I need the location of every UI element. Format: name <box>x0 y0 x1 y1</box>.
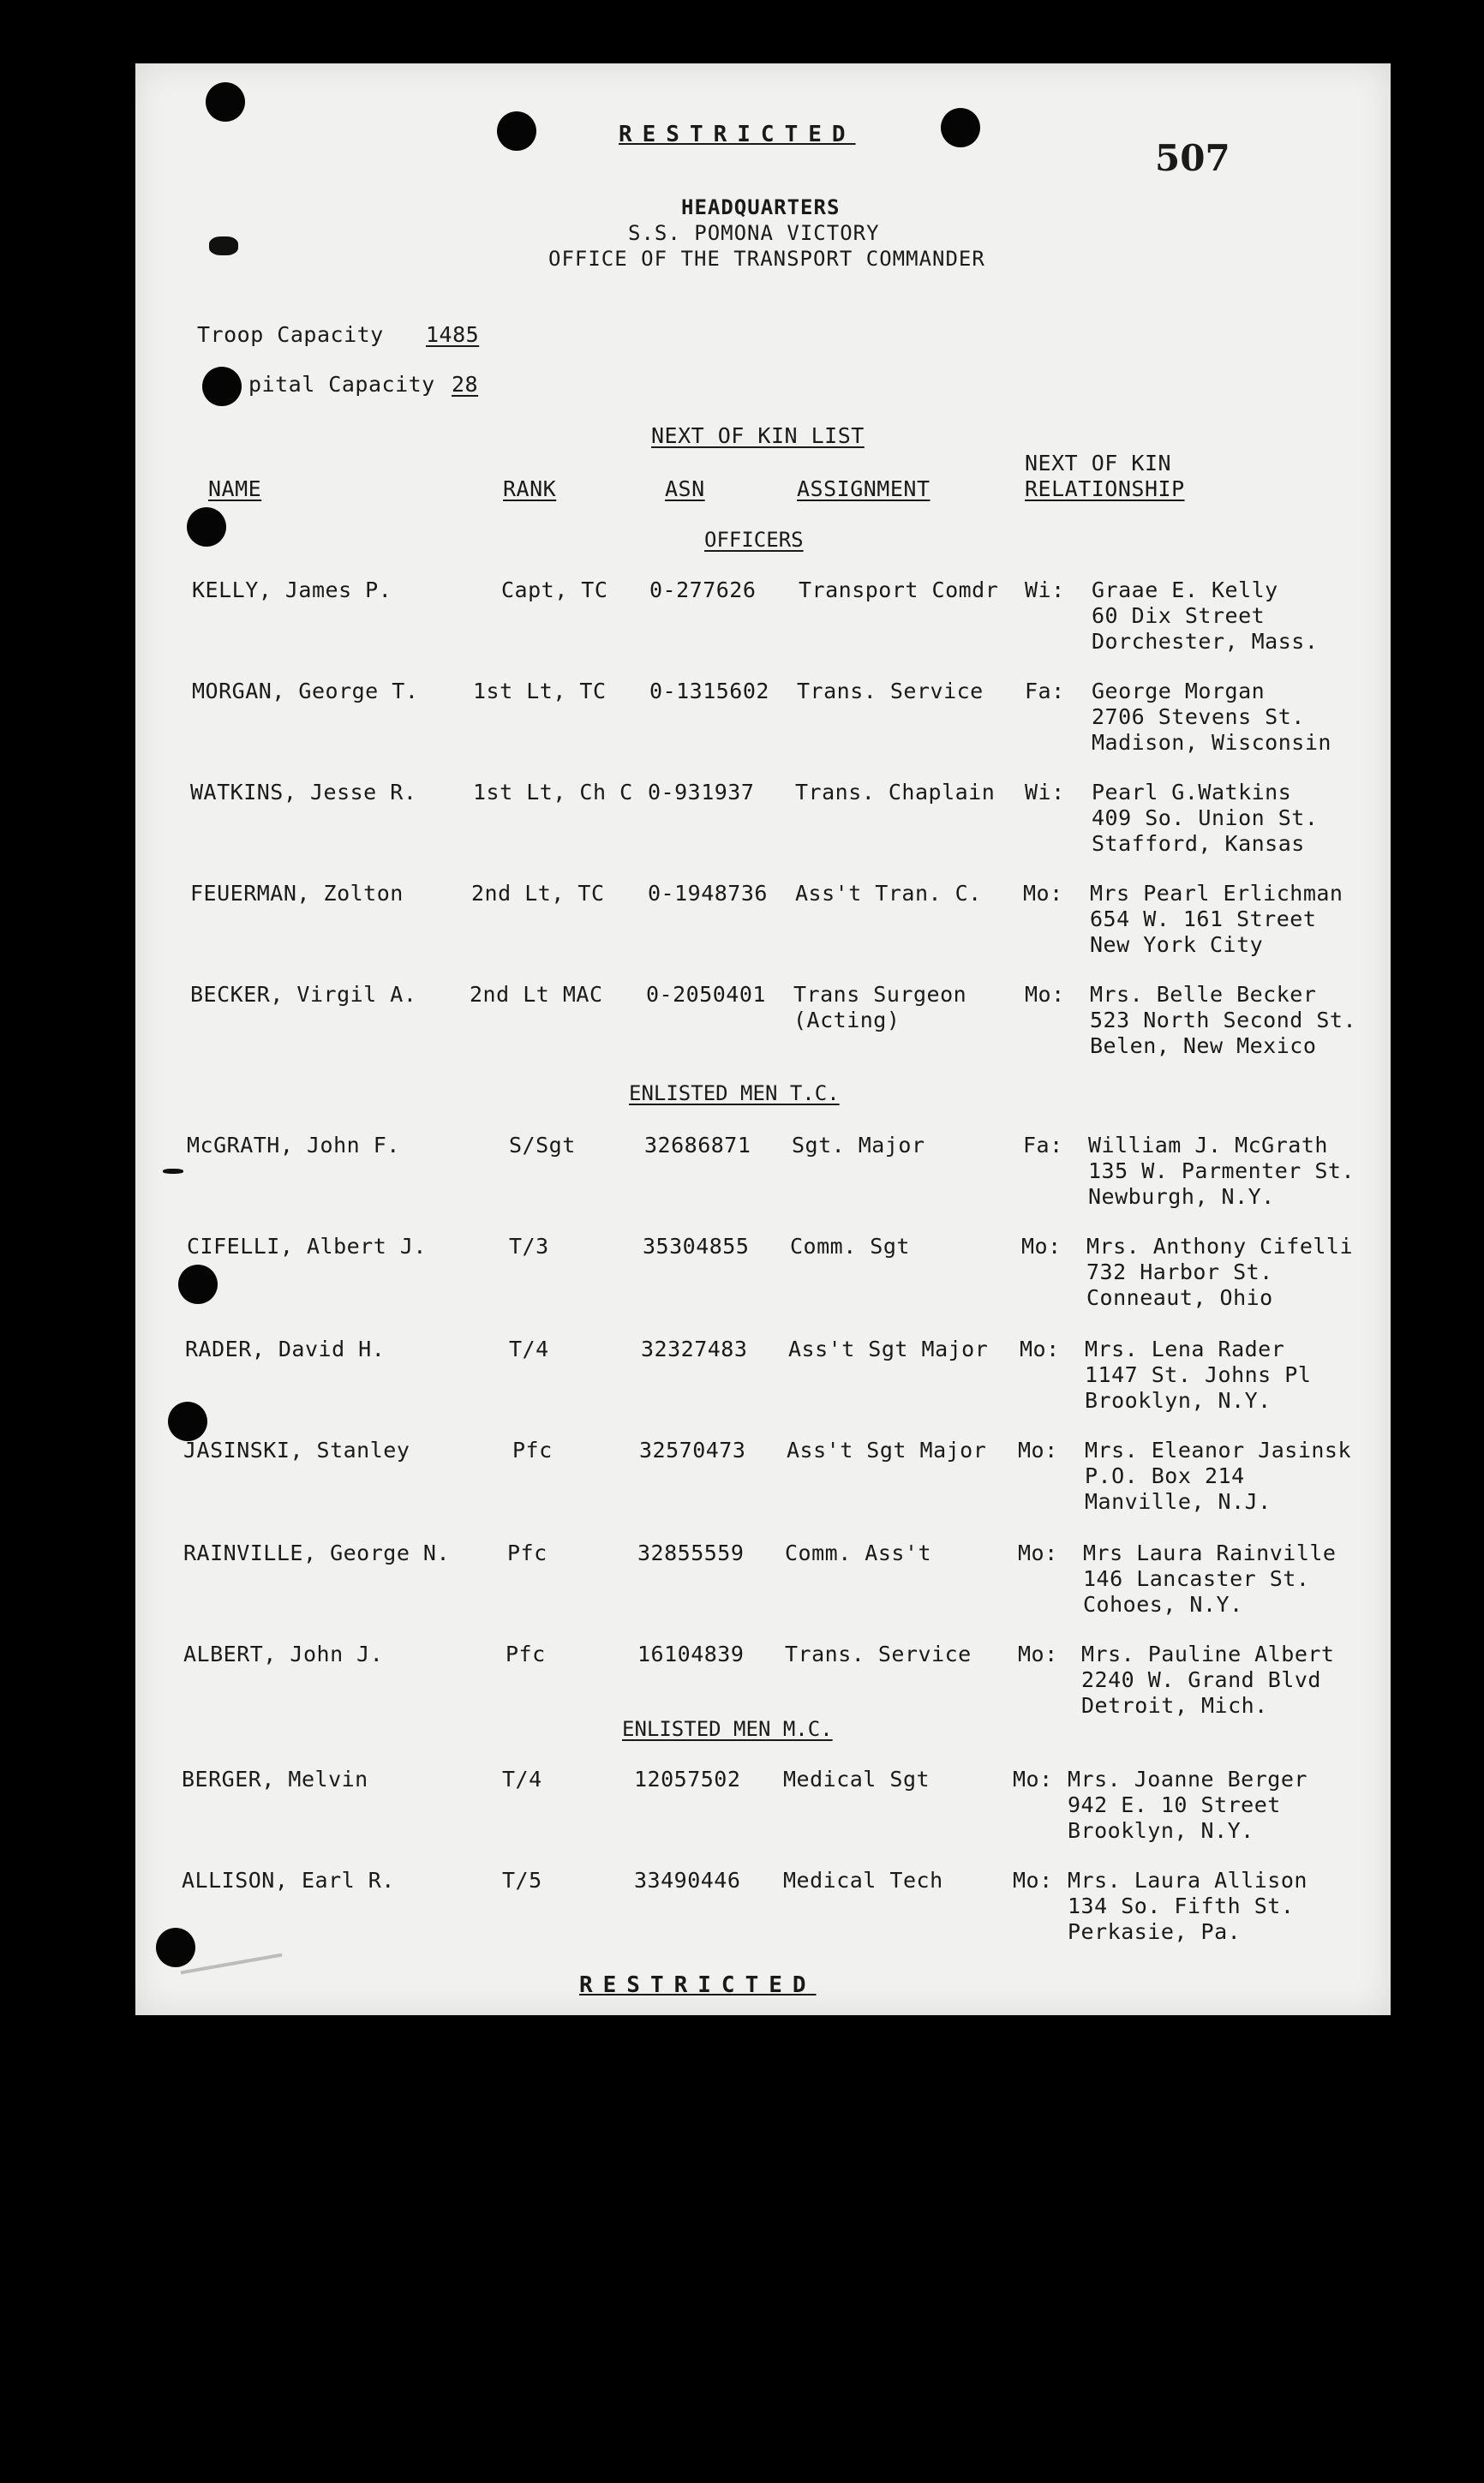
row-name: JASINSKI, Stanley <box>183 1438 410 1463</box>
row-assignment: Trans. Service <box>797 679 984 703</box>
row-asn: 0-1315602 <box>649 679 769 703</box>
assignment-line: Trans Surgeon <box>793 982 967 1007</box>
row-assignment: Ass't Sgt Major <box>788 1337 989 1361</box>
row-address <box>1092 780 1318 857</box>
address-line: 732 Harbor St. <box>1086 1259 1273 1284</box>
address-line: Stafford, Kansas <box>1092 831 1305 856</box>
row-name: RADER, David H. <box>185 1337 386 1361</box>
row-name: FEUERMAN, Zolton <box>190 881 404 906</box>
restricted-stamp-bottom: RESTRICTED <box>579 1972 817 1998</box>
address-line: Conneaut, Ohio <box>1086 1285 1273 1310</box>
row-rank: 1st Lt, Ch C <box>473 780 633 805</box>
row-relationship: Mo: <box>1021 1234 1062 1259</box>
row-relationship: Mo: <box>1018 1642 1058 1666</box>
address-line: Mrs. Joanne Berger <box>1068 1767 1307 1792</box>
address-line: Pearl G.Watkins <box>1092 780 1292 805</box>
address-line: 2706 Stevens St. <box>1092 704 1305 729</box>
ink-blot <box>209 236 238 255</box>
row-assignment: Medical Sgt <box>783 1767 930 1792</box>
address-line: Mrs. Eleanor Jasinsk <box>1085 1438 1352 1463</box>
address-line: Belen, New Mexico <box>1090 1033 1317 1058</box>
row-assignment: Trans. Service <box>785 1642 972 1666</box>
address-line: Dorchester, Mass. <box>1092 629 1319 654</box>
row-address <box>1092 577 1318 655</box>
row-name: ALBERT, John J. <box>183 1642 384 1666</box>
col-nok-line2: RELATIONSHIP <box>1025 476 1185 501</box>
address-line: P.O. Box 214 <box>1085 1463 1245 1488</box>
row-assignment: Medical Tech <box>783 1868 943 1893</box>
row-rank: 2nd Lt MAC <box>470 982 603 1007</box>
row-asn: 33490446 <box>634 1868 741 1893</box>
punch-hole <box>202 367 242 406</box>
row-assignment: Comm. Ass't <box>785 1541 932 1565</box>
row-rank: Pfc <box>507 1541 548 1565</box>
row-relationship: Mo: <box>1018 1541 1058 1565</box>
hospital-capacity-value: 28 <box>452 372 479 397</box>
row-relationship: Mo: <box>1020 1337 1060 1361</box>
address-line: Madison, Wisconsin <box>1092 730 1331 755</box>
address-line: 135 W. Parmenter St. <box>1088 1158 1355 1183</box>
address-line: 409 So. Union St. <box>1092 805 1319 830</box>
row-address <box>1068 1767 1307 1844</box>
troop-capacity-label: Troop Capacity <box>197 322 384 347</box>
header-line-1: HEADQUARTERS <box>681 195 841 219</box>
row-asn: 0-2050401 <box>646 982 766 1007</box>
address-line: William J. McGrath <box>1088 1133 1328 1158</box>
address-line: 654 W. 161 Street <box>1090 906 1317 931</box>
section-title: OFFICERS <box>704 528 804 552</box>
row-address <box>1092 679 1331 756</box>
address-line: Graae E. Kelly <box>1092 577 1278 602</box>
row-address <box>1068 1868 1307 1945</box>
row-relationship: Mo: <box>1018 1438 1058 1463</box>
restricted-stamp-top: RESTRICTED <box>619 122 856 147</box>
col-assignment: ASSIGNMENT <box>797 476 930 501</box>
ink-blot <box>163 1169 183 1174</box>
row-asn: 32686871 <box>644 1133 751 1158</box>
row-rank: S/Sgt <box>509 1133 576 1158</box>
list-title: NEXT OF KIN LIST <box>651 423 865 448</box>
row-asn: 35304855 <box>643 1234 750 1259</box>
address-line: 942 E. 10 Street <box>1068 1792 1281 1817</box>
address-line: Brooklyn, N.Y. <box>1085 1388 1272 1413</box>
row-name: BECKER, Virgil A. <box>190 982 417 1007</box>
row-relationship: Wi: <box>1025 780 1065 805</box>
assignment-line: (Acting) <box>793 1008 901 1032</box>
row-rank: T/3 <box>509 1234 549 1259</box>
punch-hole <box>168 1402 207 1441</box>
row-rank: T/4 <box>509 1337 549 1361</box>
row-assignment: Comm. Sgt <box>790 1234 910 1259</box>
page-number: 507 <box>1155 137 1230 179</box>
header-line-3: OFFICE OF THE TRANSPORT COMMANDER <box>548 247 985 271</box>
punch-hole <box>156 1928 195 1967</box>
row-asn: 32570473 <box>639 1438 746 1463</box>
address-line: Mrs Laura Rainville <box>1083 1541 1337 1565</box>
row-asn: 32327483 <box>641 1337 748 1361</box>
address-line: Perkasie, Pa. <box>1068 1919 1242 1944</box>
row-name: RAINVILLE, George N. <box>183 1541 451 1565</box>
row-address <box>1090 982 1356 1059</box>
address-line: 60 Dix Street <box>1092 603 1266 628</box>
row-assignment: Trans. Chaplain <box>795 780 996 805</box>
row-asn: 12057502 <box>634 1767 741 1792</box>
address-line: 1147 St. Johns Pl <box>1085 1362 1312 1387</box>
troop-capacity-value: 1485 <box>426 322 480 347</box>
address-line: Mrs. Laura Allison <box>1068 1868 1307 1893</box>
address-line: 134 So. Fifth St. <box>1068 1894 1295 1918</box>
row-relationship: Mo: <box>1013 1868 1053 1893</box>
col-nok-line1: NEXT OF KIN <box>1025 451 1172 476</box>
row-asn: 0-1948736 <box>648 881 768 906</box>
row-rank: Capt, TC <box>501 577 608 602</box>
punch-hole <box>497 111 536 151</box>
row-assignment: Sgt. Major <box>792 1133 925 1158</box>
address-line: Mrs. Anthony Cifelli <box>1086 1234 1354 1259</box>
address-line: 2240 W. Grand Blvd <box>1081 1667 1321 1692</box>
row-relationship: Fa: <box>1025 679 1065 703</box>
row-address <box>1090 881 1343 958</box>
row-name: KELLY, James P. <box>192 577 392 602</box>
row-address <box>1083 1541 1336 1618</box>
row-rank: Pfc <box>512 1438 553 1463</box>
address-line: 146 Lancaster St. <box>1083 1566 1310 1591</box>
row-name: McGRATH, John F. <box>187 1133 400 1158</box>
section-title: ENLISTED MEN M.C. <box>622 1717 833 1741</box>
address-line: 523 North Second St. <box>1090 1008 1357 1032</box>
row-address <box>1085 1337 1311 1414</box>
row-relationship: Wi: <box>1025 577 1065 602</box>
address-line: Mrs. Belle Becker <box>1090 982 1317 1007</box>
row-assignment: Ass't Tran. C. <box>795 881 982 906</box>
row-rank: T/4 <box>502 1767 542 1792</box>
row-address <box>1088 1133 1355 1210</box>
row-address <box>1085 1438 1351 1515</box>
address-line: Detroit, Mich. <box>1081 1693 1268 1718</box>
col-name: NAME <box>208 476 262 501</box>
row-asn: 32855559 <box>637 1541 745 1565</box>
row-address <box>1086 1234 1353 1311</box>
row-name: ALLISON, Earl R. <box>182 1868 395 1893</box>
row-address <box>1081 1642 1334 1719</box>
address-line: Manville, N.J. <box>1085 1489 1272 1514</box>
punch-hole <box>187 507 226 547</box>
row-relationship: Mo: <box>1013 1767 1053 1792</box>
row-rank: Pfc <box>506 1642 546 1666</box>
row-rank: 2nd Lt, TC <box>471 881 605 906</box>
row-assignment <box>793 982 966 1033</box>
col-rank: RANK <box>503 476 557 501</box>
punch-hole <box>941 108 980 147</box>
address-line: Mrs. Pauline Albert <box>1081 1642 1335 1666</box>
row-relationship: Mo: <box>1025 982 1065 1007</box>
punch-hole <box>206 82 245 122</box>
section-title: ENLISTED MEN T.C. <box>629 1081 840 1105</box>
punch-hole <box>178 1265 218 1304</box>
row-rank: 1st Lt, TC <box>473 679 607 703</box>
address-line: Newburgh, N.Y. <box>1088 1184 1275 1209</box>
row-relationship: Mo: <box>1023 881 1063 906</box>
row-name: WATKINS, Jesse R. <box>190 780 417 805</box>
row-relationship: Fa: <box>1023 1133 1063 1158</box>
address-line: Cohoes, N.Y. <box>1083 1592 1243 1617</box>
row-assignment: Ass't Sgt Major <box>787 1438 987 1463</box>
header-line-2: S.S. POMONA VICTORY <box>628 221 880 245</box>
row-asn: 0-931937 <box>648 780 755 805</box>
row-assignment: Transport Comdr <box>799 577 999 602</box>
row-asn: 0-277626 <box>649 577 757 602</box>
address-line: New York City <box>1090 932 1264 957</box>
row-name: MORGAN, George T. <box>192 679 419 703</box>
address-line: Mrs. Lena Rader <box>1085 1337 1285 1361</box>
hospital-capacity-label: pital Capacity <box>248 372 435 397</box>
col-asn: ASN <box>665 476 705 501</box>
address-line: Brooklyn, N.Y. <box>1068 1818 1254 1843</box>
address-line: Mrs Pearl Erlichman <box>1090 881 1343 906</box>
row-name: BERGER, Melvin <box>182 1767 368 1792</box>
row-asn: 16104839 <box>637 1642 745 1666</box>
row-name: CIFELLI, Albert J. <box>187 1234 427 1259</box>
row-rank: T/5 <box>502 1868 542 1893</box>
address-line: George Morgan <box>1092 679 1266 703</box>
